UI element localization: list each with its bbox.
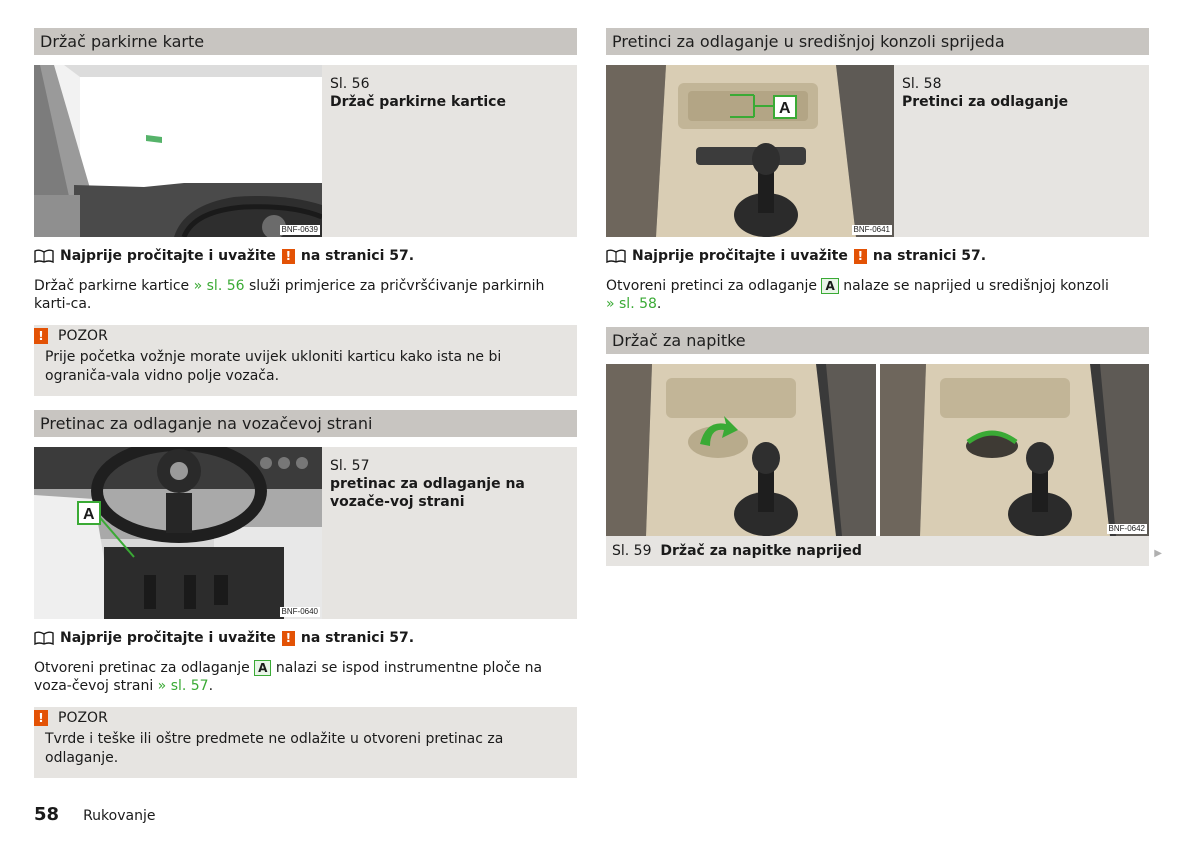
section-heading-driver-compartment: Pretinac za odlaganje na vozačevoj strani [34, 410, 577, 437]
caution-box [34, 325, 577, 396]
para-text: nalazi se ispod instrumentne ploče na voza-čevoj strani [34, 660, 543, 694]
section-heading-parking-card: Držač parkirne karte [34, 28, 577, 55]
para-text: služi primjerice za pričvršćivanje parkirnih karti-ca. [34, 278, 545, 312]
para-text: Držač parkirne kartice [34, 278, 194, 294]
read-first-page-text: na stranici 57. [300, 248, 415, 264]
left-column [34, 28, 577, 778]
figure-56 [34, 65, 577, 237]
warning-icon: ! [282, 249, 295, 264]
warning-icon: ! [282, 631, 295, 646]
figure-57-code: BNF-0640 [281, 607, 318, 616]
figure-59-caption [606, 536, 1149, 566]
para-text: . [656, 296, 662, 312]
para-text: Otvoreni pretinci za odlaganje [606, 278, 822, 294]
read-first-note [606, 247, 1149, 265]
caution-text: Prije početka vožnje morate uvijek ukloniti karticu kako ista ne bi ograniča-vala vidno polje vozača. [45, 349, 502, 384]
para-text: nalaze se naprijed u središnjoj konzoli [838, 278, 1109, 294]
figure-57 [34, 447, 577, 619]
para-text: Otvoreni pretinac za odlaganje [34, 660, 255, 676]
figure-56-number: Sl. 56 [330, 76, 370, 92]
figure-57-title: pretinac za odlaganje na vozače-voj strani [330, 476, 525, 510]
figure-56-title: Držač parkirne kartice [330, 94, 506, 110]
figure-58-number: Sl. 58 [902, 76, 942, 92]
figure-link[interactable]: » sl. 57 [157, 678, 209, 694]
figure-58-code: BNF-0641 [853, 225, 890, 234]
figure-57-number: Sl. 57 [330, 458, 370, 474]
next-page-arrow-icon[interactable]: ▶ [1154, 548, 1162, 559]
figure-56-caption [322, 65, 514, 237]
book-icon [34, 631, 54, 645]
caution-box [34, 707, 577, 778]
figure-59-code: BNF-0642 [1108, 524, 1145, 533]
body-paragraph [34, 277, 577, 313]
body-paragraph [34, 659, 577, 695]
figure-57-caption [322, 447, 577, 619]
read-first-text: Najprije pročitajte i uvažite [632, 248, 848, 264]
warning-icon: ! [854, 249, 867, 264]
figure-58 [606, 65, 1149, 237]
page-number: 58 [34, 804, 60, 825]
read-first-note [34, 629, 577, 647]
read-first-note [34, 247, 577, 265]
read-first-page-text: na stranici 57. [300, 630, 415, 646]
figure-58-title: Pretinci za odlaganje [902, 94, 1069, 110]
warning-icon: ! [34, 328, 48, 344]
body-paragraph [606, 277, 1149, 313]
figure-59-number: Sl. 59 [612, 543, 652, 559]
caution-heading [34, 709, 567, 727]
figure-59-title: Držač za napitke naprijed [660, 543, 862, 559]
right-column [606, 28, 1149, 566]
book-icon [606, 249, 626, 263]
caution-label: POZOR [58, 710, 108, 726]
figure-59-images [606, 364, 1149, 536]
label-a: A [779, 100, 791, 117]
figure-57-image [34, 447, 322, 619]
read-first-text: Najprije pročitajte i uvažite [60, 630, 276, 646]
page-footer [34, 804, 155, 825]
warning-icon: ! [34, 710, 48, 726]
label-a: A [83, 506, 95, 523]
read-first-text: Najprije pročitajte i uvažite [60, 248, 276, 264]
figure-56-image [34, 65, 322, 237]
figure-58-image [606, 65, 894, 237]
caution-text: Tvrde i teške ili oštre predmete ne odlažite u otvoreni pretinac za odlaganje. [45, 731, 504, 766]
section-heading-center-console: Pretinci za odlaganje u središnjoj konzoli sprijeda [606, 28, 1149, 55]
para-text: . [208, 678, 214, 694]
label-a-inline: A [821, 278, 838, 294]
figure-link[interactable]: » sl. 56 [193, 278, 245, 294]
figure-59-image-left [606, 364, 876, 536]
section-heading-cup-holder: Držač za napitke [606, 327, 1149, 354]
figure-56-code: BNF-0639 [281, 225, 318, 234]
book-icon [34, 249, 54, 263]
figure-link[interactable]: » sl. 58 [606, 296, 657, 312]
figure-58-caption [894, 65, 1076, 237]
caution-label: POZOR [58, 328, 108, 344]
chapter-name: Rukovanje [83, 808, 156, 824]
label-a-inline: A [254, 660, 271, 676]
read-first-page-text: na stranici 57. [872, 248, 987, 264]
caution-heading [34, 327, 567, 345]
figure-59-image-right [880, 364, 1150, 536]
